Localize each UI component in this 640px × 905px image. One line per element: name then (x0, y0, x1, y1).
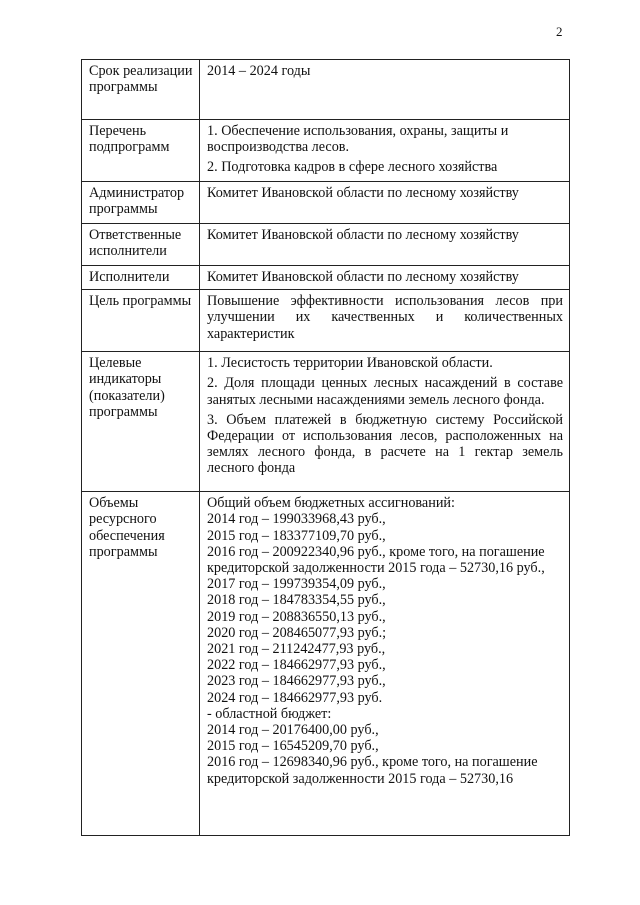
funding-line: 2022 год – 184662977,93 руб., (207, 657, 386, 674)
row-label: Цель программы (82, 290, 200, 352)
table-row (82, 182, 570, 224)
value-paragraph: Комитет Ивановской области по лесному хозяйству (207, 269, 519, 285)
value-paragraph: 1. Лесистость территории Ивановской области. (207, 355, 493, 372)
page-number: 2 (556, 24, 563, 39)
table-row (82, 224, 570, 266)
funding-line: 2014 год – 199033968,43 руб., (207, 511, 386, 528)
value-paragraph: 1. Обеспечение использования, охраны, защиты и воспроизводства лесов. (207, 123, 509, 156)
row-label: Целевые индикаторы (показатели) программы (82, 352, 200, 492)
row-label: Ответственные исполнители (82, 224, 200, 266)
row-label: Исполнители (82, 266, 200, 290)
table-row (82, 266, 570, 290)
funding-line: 2015 год – 16545209,70 руб., (207, 738, 379, 755)
row-value (200, 352, 570, 492)
funding-line: 2016 год – 200922340,96 руб., кроме того, на погашение кредиторской задолженности 2015 года – 52730,16 руб., (207, 543, 545, 577)
row-value (200, 182, 570, 224)
row-label: Администратор программы (82, 182, 200, 224)
row-value (200, 120, 570, 182)
value-paragraph: Повышение эффективности использования лесов при улучшении их качественных и количественных характеристик (207, 293, 563, 342)
value-paragraph: 3. Объем платежей в бюджетную систему Российской Федерации от использования лесов, расположенных на землях лесного фонда, в расчете на 1 гектар земель лесного фонда (207, 411, 563, 477)
row-value (200, 266, 570, 290)
value-paragraph: 2. Доля площади ценных лесных насаждений в составе занятых лесными насаждениями земель лесного фонда. (207, 375, 563, 408)
program-passport-table (81, 59, 570, 836)
funding-line: 2018 год – 184783354,55 руб., (207, 592, 386, 609)
value-paragraph: Комитет Ивановской области по лесному хозяйству (207, 185, 519, 201)
table-row (82, 492, 570, 836)
row-label: Объемы ресурсного обеспечения программы (82, 492, 200, 836)
row-label: Срок реализации программы (82, 60, 200, 120)
funding-line: 2017 год – 199739354,09 руб., (207, 576, 386, 593)
table-row (82, 60, 570, 120)
value-paragraph: 2014 – 2024 годы (207, 63, 311, 79)
funding-line: 2014 год – 20176400,00 руб., (207, 722, 379, 739)
value-paragraph: 2. Подготовка кадров в сфере лесного хозяйства (207, 159, 498, 176)
table-row (82, 120, 570, 182)
funding-line: 2019 год – 208836550,13 руб., (207, 608, 386, 625)
funding-line: 2021 год – 211242477,93 руб., (207, 641, 386, 658)
funding-line: 2015 год – 183377109,70 руб., (207, 527, 386, 544)
funding-line: Общий объем бюджетных ассигнований: (207, 495, 455, 512)
table-row (82, 290, 570, 352)
row-value (200, 290, 570, 352)
value-paragraph: Комитет Ивановской области по лесному хозяйству (207, 227, 519, 243)
row-value (200, 492, 570, 836)
row-value (200, 224, 570, 266)
funding-line: 2023 год – 184662977,93 руб., (207, 673, 386, 690)
funding-line: 2016 год – 12698340,96 руб., кроме того, на погашение кредиторской задолженности 2015 года – 52730,16 (207, 754, 538, 787)
row-value (200, 60, 570, 120)
row-label: Перечень подпрограмм (82, 120, 200, 182)
funding-line: - областной бюджет: (207, 705, 332, 722)
table-row (82, 352, 570, 492)
funding-line: 2020 год – 208465077,93 руб.; (207, 624, 387, 641)
funding-line: 2024 год – 184662977,93 руб. (207, 689, 383, 706)
